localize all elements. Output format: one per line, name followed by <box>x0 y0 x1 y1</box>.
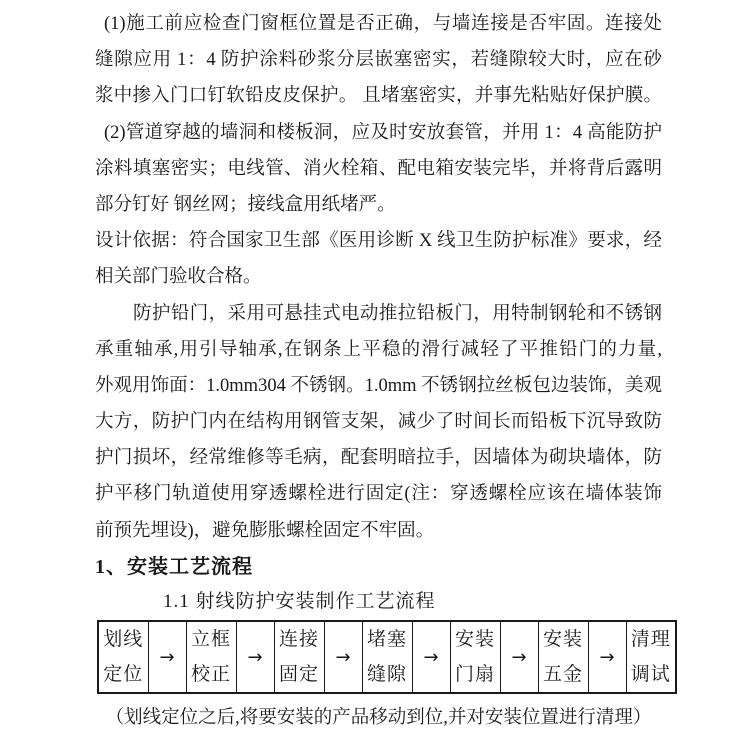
text-line: 缝隙应用 1：4 防护涂料砂浆分层嵌塞密实，若缝隙较大时，应在砂 <box>95 50 662 71</box>
flow-arrow-icon: → <box>148 621 186 693</box>
text-line: 外观用饰面：1.0mm304 不锈钢。1.0mm 不锈钢拉丝板包边装饰，美观 <box>95 375 662 396</box>
text-line: 前预先埋设)，避免膨胀螺栓固定不牢固。 <box>95 520 435 541</box>
flow-step-cell <box>626 621 676 693</box>
flow-step-label: 五金 <box>542 664 583 685</box>
flow-step-cell <box>98 621 148 693</box>
flow-step-label: 校正 <box>190 664 231 685</box>
text-line: 护门损坏，经常维修等毛病，配套明暗拉手，因墙体为砌块墙体，防 <box>95 448 662 469</box>
text-line: 护平移门轨道使用穿透螺栓进行固定(注：穿透螺栓应该在墙体装饰 <box>95 484 662 505</box>
flow-step-label: 安装 <box>542 629 583 650</box>
flow-step-label: 固定 <box>278 664 319 685</box>
text-line: 设计依据：符合国家卫生部《医用诊断 X 线卫生防护标准》要求，经 <box>95 231 662 252</box>
text-line: 相关部门验收合格。 <box>95 267 262 288</box>
flow-step-cell <box>450 621 500 693</box>
flow-step-label: 堵塞 <box>366 629 407 650</box>
flow-step-label: 门扇 <box>454 664 495 685</box>
text-line: 防护铅门，采用可悬挂式电动推拉铅板门，用特制钢轮和不锈钢 <box>133 303 662 324</box>
flow-step-label: 缝隙 <box>366 664 407 685</box>
flow-arrow-icon: → <box>500 621 538 693</box>
flow-step-label: 立框 <box>190 629 231 650</box>
flow-arrow-icon: → <box>324 621 362 693</box>
process-flow-table <box>97 620 677 694</box>
flow-step-cell <box>274 621 324 693</box>
text-line: (1)施工前应检查门窗框位置是否正确，与墙连接是否牢固。连接处 <box>104 14 662 34</box>
flow-caption: （划线定位之后,将要安装的产品移动到位,并对安装位置进行清理） <box>105 708 652 728</box>
text-line: 浆中掺入门口钉软铅皮皮保护。 且堵塞密实，并事先粘贴好保护膜。 <box>95 86 662 107</box>
body-text <box>95 6 662 549</box>
text-line: 部分钉好 钢丝网；接线盒用纸堵严。 <box>95 194 396 215</box>
flow-step-cell <box>362 621 412 693</box>
flow-step-label: 清理 <box>630 629 671 650</box>
text-line: 承重轴承,用引导轴承,在钢条上平稳的滑行减轻了平推铅门的力量, <box>95 339 662 360</box>
flow-arrow-icon: → <box>588 621 626 693</box>
flow-step-cell <box>538 621 588 693</box>
flow-step-label: 定位 <box>103 664 144 685</box>
flow-arrow-icon: → <box>236 621 274 693</box>
flow-step-label: 安装 <box>454 629 495 650</box>
section-heading: 1、安装工艺流程 <box>95 556 253 578</box>
flow-step-label: 连接 <box>278 629 319 650</box>
flow-row <box>98 621 676 693</box>
subsection-heading: 1.1 射线防护安装制作工艺流程 <box>163 591 436 612</box>
flow-step-label: 调试 <box>630 664 671 685</box>
text-line: (2)管道穿越的墙洞和楼板洞，应及时安放套管，并用 1：4 高能防护 <box>104 122 662 143</box>
flow-step-label: 划线 <box>103 629 144 650</box>
text-line: 大方，防护门内在结构用钢管支架，减少了时间长而铅板下沉导致防 <box>95 412 662 433</box>
text-line: 涂料填塞密实；电线管、消火栓箱、配电箱安装完毕，并将背后露明 <box>95 158 662 179</box>
flow-arrow-icon: → <box>412 621 450 693</box>
flow-step-cell <box>186 621 236 693</box>
